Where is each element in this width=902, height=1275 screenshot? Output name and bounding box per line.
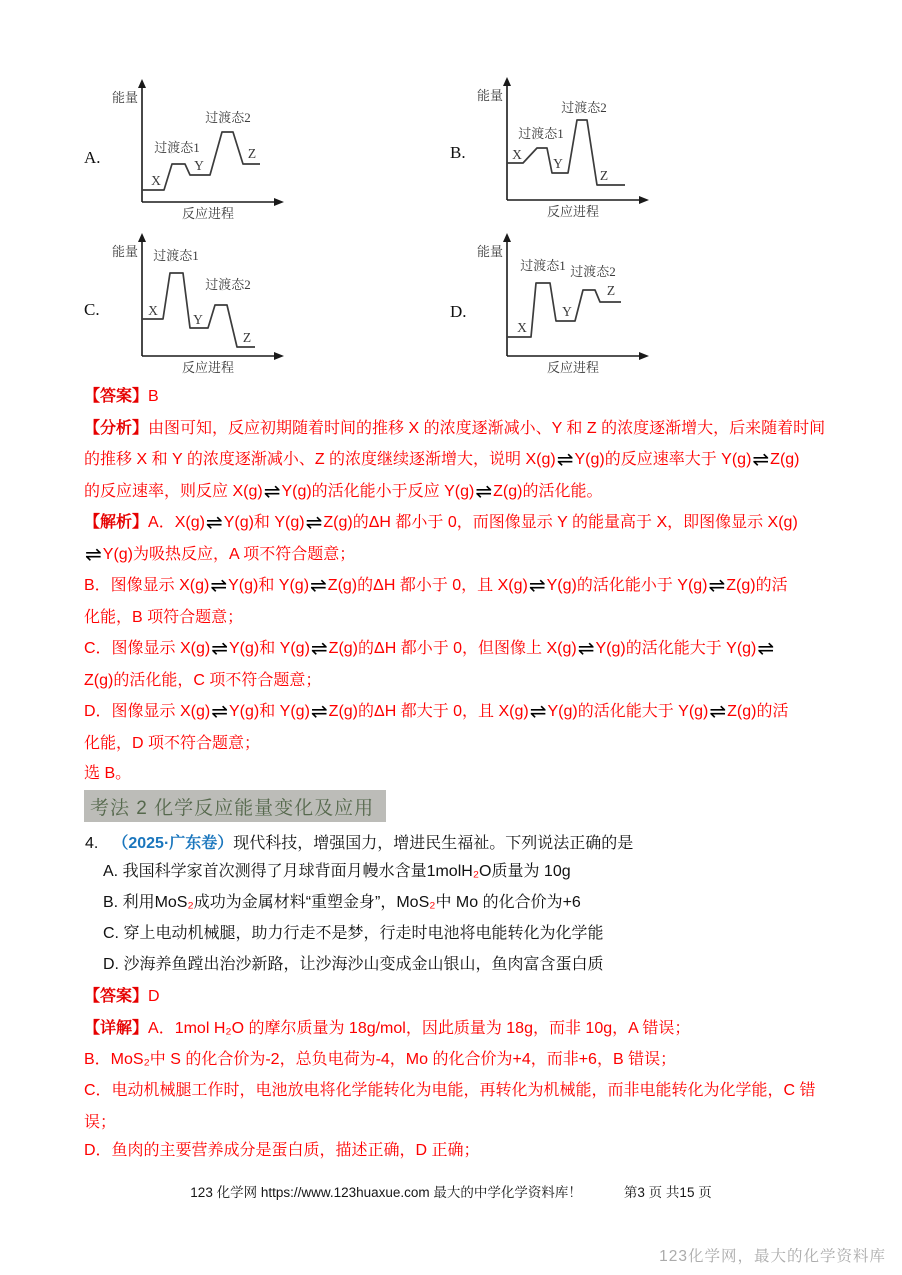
species-y-label: Y — [194, 158, 204, 173]
species-y-label: Y — [562, 304, 572, 319]
species-y-label: Y — [193, 312, 203, 327]
watermark-text: 123化学网，最大的化学资料库 — [659, 1248, 886, 1265]
footer-site-text: 123 化学网 https://www.123huaxue.com 最大的中学化学资料库！ — [190, 1185, 582, 1200]
explanation-line-4: 化能，B 项符合题意； — [84, 609, 244, 626]
question-4-option-b: B. 利用MoS₂成功为金属材料“重塑金身”，MoS₂中 Mo 的化合价为+6 — [103, 894, 581, 911]
question-4-option-a: A. 我国科学家首次测得了月球背面月幔水含量1molH₂O质量为 10g — [103, 863, 571, 880]
progress-axis-label: 反应进程 — [546, 204, 600, 219]
x-axis-arrow-icon — [639, 352, 649, 360]
page-footer — [0, 1181, 902, 1201]
transition-state-2-label: 过渡态2 — [205, 110, 251, 125]
section-header: 考法 2 化学反应能量变化及应用 — [84, 790, 386, 822]
detail-line-3: C．电动机械腿工作时，电池放电将化学能转化为电能，再转化为机械能，而非电能转化为化学能，C 错 — [84, 1082, 816, 1099]
detail-line-1: 【详解】A．1mol H₂O 的摩尔质量为 18g/mol，因此质量为 18g，而非 10g，A 错误； — [84, 1020, 691, 1037]
transition-state-1-label: 过渡态1 — [518, 126, 564, 141]
species-x-label: X — [151, 173, 161, 188]
analysis-line-1: 【分析】由图可知，反应初期随着时间的推移 X 的浓度逐渐减小、Y 和 Z 的浓度逐渐增大，后来随着时间 — [84, 420, 826, 437]
y-axis-arrow-icon — [503, 77, 511, 86]
y-axis-arrow-icon — [138, 233, 146, 242]
transition-state-1-label: 过渡态1 — [520, 258, 566, 273]
energy-axis-label: 能量 — [112, 90, 139, 105]
explanation-line-8: 化能，D 项不符合题意； — [84, 735, 261, 752]
answer-label-q3: 【答案】B — [84, 388, 159, 405]
transition-state-1-label: 过渡态1 — [153, 248, 199, 263]
diagram-option-letter-d: D. — [450, 302, 467, 321]
transition-state-2-label: 过渡态2 — [205, 277, 251, 292]
energy-diagram-a — [80, 78, 290, 223]
species-y-label: Y — [553, 156, 563, 171]
species-x-label: X — [512, 147, 522, 162]
y-axis-arrow-icon — [503, 233, 511, 242]
question-4-option-c: C. 穿上电动机械腿，助力行走不是梦，行走时电池将电能转化为化学能 — [103, 925, 604, 942]
species-x-label: X — [148, 303, 158, 318]
x-axis-arrow-icon — [274, 198, 284, 206]
answer-label-q4: 【答案】D — [84, 988, 160, 1005]
diagram-option-letter-c: C. — [84, 300, 100, 319]
species-z-label: Z — [242, 330, 252, 345]
species-z-label: Z — [606, 283, 616, 298]
explanation-line-9: 选 B。 — [84, 765, 132, 782]
transition-state-2-label: 过渡态2 — [561, 100, 607, 115]
transition-state-2-label: 过渡态2 — [570, 264, 616, 279]
progress-axis-label: 反应进程 — [181, 360, 235, 375]
diagram-option-letter-a: A. — [84, 148, 101, 167]
species-x-label: X — [517, 320, 527, 335]
explanation-line-1: 【解析】A．X(g)⇌Y(g)和 Y(g)⇌Z(g)的ΔH 都小于 0，而图像显示 Y 的能量高于 X，即图像显示 X(g) — [84, 510, 798, 534]
energy-axis-label: 能量 — [477, 88, 504, 103]
species-z-label: Z — [599, 168, 609, 183]
explanation-line-3: B．图像显示 X(g)⇌Y(g)和 Y(g)⇌Z(g)的ΔH 都小于 0，且 X(g)⇌Y(g)的活化能小于 Y(g)⇌Z(g)的活 — [84, 573, 788, 597]
analysis-line-3: 的反应速率，则反应 X(g)⇌Y(g)的活化能小于反应 Y(g)⇌Z(g)的活化能。 — [84, 479, 603, 503]
diagram-option-letter-b: B. — [450, 143, 466, 162]
transition-state-1-label: 过渡态1 — [154, 140, 200, 155]
energy-diagram-b — [445, 76, 655, 221]
energy-axis-label: 能量 — [477, 244, 504, 259]
energy-diagram-c — [80, 232, 290, 377]
detail-line-2: B．MoS₂中 S 的化合价为-2，总负电荷为-4，Mo 的化合价为+4，而非+6，B 错误； — [84, 1051, 677, 1068]
x-axis-arrow-icon — [639, 196, 649, 204]
energy-diagram-d — [445, 232, 655, 377]
x-axis-arrow-icon — [274, 352, 284, 360]
explanation-line-5: C．图像显示 X(g)⇌Y(g)和 Y(g)⇌Z(g)的ΔH 都小于 0，但图像上 X(g)⇌Y(g)的活化能大于 Y(g)⇌ — [84, 636, 775, 660]
progress-axis-label: 反应进程 — [181, 206, 235, 221]
detail-line-4: 误； — [84, 1114, 117, 1131]
detail-line-5: D．鱼肉的主要营养成分是蛋白质，描述正确，D 正确； — [84, 1142, 480, 1159]
footer-page-number: 第3 页 共15 页 — [623, 1185, 712, 1200]
energy-axis-label: 能量 — [112, 244, 139, 259]
species-z-label: Z — [247, 146, 257, 161]
explanation-line-6: Z(g)的活化能，C 项不符合题意； — [84, 672, 322, 689]
analysis-line-2: 的推移 X 和 Y 的浓度逐渐减小、Z 的浓度继续逐渐增大，说明 X(g)⇌Y(g)的反应速率大于 Y(g)⇌Z(g) — [84, 447, 800, 471]
explanation-line-2: ⇌Y(g)为吸热反应，A 项不符合题意； — [85, 542, 356, 566]
y-axis-arrow-icon — [138, 79, 146, 88]
progress-axis-label: 反应进程 — [546, 360, 600, 375]
question-4-stem: 4. （2025·广东卷）现代科技，增强国力，增进民生福祉。下列说法正确的是 — [85, 835, 634, 852]
question-4-option-d: D. 沙海养鱼蹚出治沙新路，让沙海沙山变成金山银山，鱼肉富含蛋白质 — [103, 956, 604, 973]
explanation-line-7: D．图像显示 X(g)⇌Y(g)和 Y(g)⇌Z(g)的ΔH 都大于 0，且 X(g)⇌Y(g)的活化能大于 Y(g)⇌Z(g)的活 — [84, 699, 789, 723]
